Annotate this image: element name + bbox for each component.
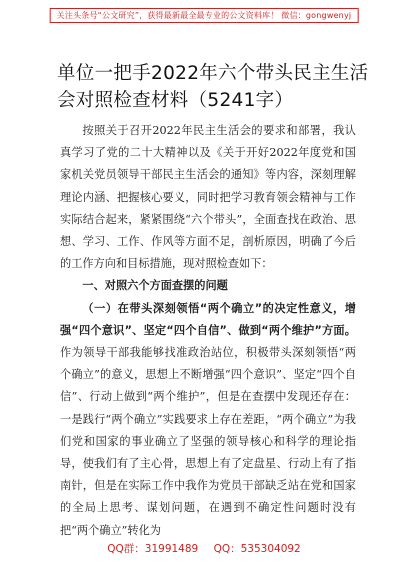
subsection-text: 作为领导干部我能够找准政治站位，积极带头深刻领悟“两个确立”的意义，思想上不断增强“四个意识”、坚定“四个自信”、行动上做到“两个维护”，但是在查摆中发现还存在：一是践行“两个确立”实践要求上存在差距，“两个确立”为我们党和国家的事业确立了坚强的领导核心和科学的理论指导，使我们有了主心骨，思想上有了定盘星、行动上有了指南针，但是在实际工作中我作为党员干部缺乏站在党和国家的全局上思考、谋划问题，在遇到不确定性问题时没有把“两个确立”转化为 — [60, 346, 356, 537]
subsection-paragraph — [60, 298, 356, 542]
qq-number: QQ：535304092 — [213, 543, 301, 555]
footer-contact — [0, 541, 408, 556]
qq-group: QQ群：31991489 — [107, 543, 199, 555]
subsection-heading: （一）在带头深刻领悟“两个确立”的决定性意义，增强“四个意识”、坚定“四个自信”、做到“两个维护”方面。 — [60, 301, 356, 337]
document-body — [60, 120, 356, 542]
promo-banner: 关注头条号“公文研究”，获得最新最全最专业的公文资料库！ 微信：gongwenyj — [50, 8, 359, 23]
document-title: 单位一把手2022年六个带头民主生活会对照检查材料（5241字） — [57, 63, 369, 111]
intro-paragraph: 按照关于召开2022年民主生活会的要求和部署，我认真学习了党的二十大精神以及《关于开好2022年度党和国家机关党员领导干部民主生活会的通知》等内容，深刻理解理论内涵、把握核心要义，同时把学习教育领会精神与工作实际结合起来，紧紧围绕“六个带头”，全面查找在政治、思想、学习、工作、作风等方面不足，剖析原因，明确了今后的工作方向和目标措施，现对照检查如下： — [60, 124, 356, 271]
section-heading: 一、对照六个方面查摆的问题 — [82, 279, 228, 293]
